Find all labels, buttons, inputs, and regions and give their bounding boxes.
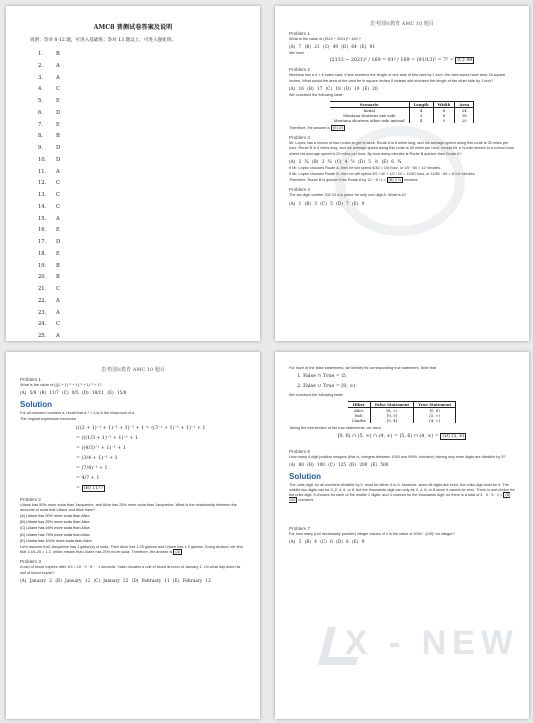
answer-number: 18. xyxy=(38,250,47,257)
answer-letter: E xyxy=(56,121,60,128)
solution-line: If Mr. Lopez chooses Route A, then he will spend 6/30 = 1/5 hour, or 1/5 · 60 = 12 minutes. xyxy=(289,165,441,170)
answer-row xyxy=(38,225,260,237)
answer-box: (B) 11/7 xyxy=(83,485,104,491)
answer-box: (E) 20 xyxy=(333,126,344,131)
instructions: 说明：答对 8-12 题，可进入基础班；答对 13 题以上，可进入强化班。 xyxy=(30,38,177,43)
answer-row xyxy=(38,108,260,120)
table-row xyxy=(348,418,456,423)
answer-letter: C xyxy=(56,286,60,292)
table-cell: 6 xyxy=(433,108,455,114)
answer-options: (A) 80 (B) 100 (C) 125 (D) 200 (E) 500 xyxy=(289,461,389,467)
answer-letter: C xyxy=(56,192,60,198)
page-header: 思考国际教育 AMC 10 题目 xyxy=(101,367,165,373)
answer-row xyxy=(38,261,260,273)
table-cell: 4 xyxy=(409,108,433,114)
problems-page-2 xyxy=(275,6,529,341)
solution-heading: Solution xyxy=(289,471,321,481)
answer-letter: A xyxy=(56,309,60,316)
answer-row xyxy=(38,331,260,341)
table-cell: (4, ∞) xyxy=(414,418,456,423)
answer-box: (D) (5, 6) xyxy=(442,433,465,439)
table-cell: Charlie xyxy=(348,418,371,423)
answer-letter: C xyxy=(56,321,60,328)
solution-intro: For each of the false statements, we identify its corresponding true statement. Note that xyxy=(289,366,437,370)
solution-intro: We have xyxy=(289,51,304,56)
answer-letter: D xyxy=(56,156,61,163)
answer-letter: E xyxy=(56,98,60,104)
answer-number: 1. xyxy=(38,51,43,57)
answer-options: (A) 3 (B) 4 (C) 6 (D) 8 (E) 9 xyxy=(289,538,365,544)
table-cell: Alice xyxy=(348,408,371,414)
solution-step: (((2 + 1)⁻¹ + 1)⁻¹ + 1)⁻¹ + 1 = ((3⁻¹ + 1)⁻¹ + 1)⁻¹ + 1 xyxy=(76,425,206,431)
problem-question: The six-digit number 202 10 A is prime for only one digit A. What is A? xyxy=(289,193,407,198)
answer-number: 21. xyxy=(38,286,47,292)
answer-option: (E) Liliane has 100% more soda than Alice. xyxy=(20,538,93,543)
problem-question: For how many (not necessarily positive) integer values of n is the value of 4000 · (2/5)ⁿ an integer? xyxy=(289,531,455,536)
answer-letter: A xyxy=(56,168,60,175)
table-cell: [0, 4] xyxy=(370,418,413,423)
answer-number: 20. xyxy=(38,274,47,281)
table-cell: 3 xyxy=(409,113,433,118)
answer-row xyxy=(38,308,260,320)
table-cell: Bob xyxy=(348,413,371,418)
answer-letter: E xyxy=(56,250,60,257)
answer-letter: E xyxy=(56,227,60,234)
table-cell: 24 xyxy=(455,108,474,114)
problem-question: How many 4-digit positive integers (that is, integers between 1000 and 9999, inclusive) having only even digits are divisible by 5? xyxy=(289,454,506,459)
answer-option: (A) Liliane has 20% more soda than Alice. xyxy=(20,514,91,519)
answer-option: (C) Liliane has 45% more soda than Alice. xyxy=(20,526,91,531)
answer-number: 16. xyxy=(38,227,47,234)
table-cell: 4 xyxy=(409,118,433,123)
answer-letter: C xyxy=(56,180,60,187)
solution-step: = (B) 11/7 xyxy=(76,485,104,491)
problem-label: Problem 3 xyxy=(20,559,41,565)
answer-row xyxy=(38,272,260,284)
problem-label: Problem 7 xyxy=(289,525,310,531)
answer-row xyxy=(38,237,260,249)
answer-letter: A xyxy=(56,62,60,69)
answer-number: 25. xyxy=(38,333,47,339)
answer-number: 4. xyxy=(38,86,43,93)
table-header-cell: Scenario xyxy=(330,102,409,108)
answer-row xyxy=(38,178,260,190)
answer-letter: C xyxy=(56,86,60,93)
answer-box: (C) 49 xyxy=(457,58,473,64)
solution-intro: We construct the following table: xyxy=(289,92,344,97)
problem-question: Liliane has 50% more soda than Jacqueline, and Alice has 25% more soda than Jacqueline. What is the relationship between the amounts of soda that Liliane and Alice have? xyxy=(20,502,237,512)
problem-label: Problem 3 xyxy=(289,135,310,141)
answer-letter: A xyxy=(56,74,60,81)
answer-row xyxy=(38,214,260,226)
problem-question: Mentana has a 4 × 6 index card. If she shortens the length of one side of this card by 1 inch, the card would have area 18 square inches. What would the area of the card be in square inches if instead she shortens the length of the other side by 1 inch? xyxy=(289,73,506,83)
table-row xyxy=(330,118,474,123)
problems-page-4 xyxy=(275,352,529,719)
problem-label: Problem 6 xyxy=(289,448,310,454)
answer-letter: D xyxy=(56,109,61,116)
answer-number: 13. xyxy=(38,192,47,198)
solution-conclusion: Therefore, Route B is quicker than Route A by 12 − 8 ¼ = (B) 3 ¾ minutes. xyxy=(289,178,419,183)
page-title: AMC8 普测试卷答案及说明 xyxy=(93,24,173,31)
answer-row xyxy=(38,143,260,155)
solution-conclusion: Therefore, the answer is (E) 20 xyxy=(289,126,344,131)
solution-line: For all nonzero numbers a, recall that a⁻¹ = 1/a is the reciprocal of a. xyxy=(20,411,136,416)
answer-letter: B xyxy=(56,133,60,140)
table-header-cell: Width xyxy=(433,102,455,108)
answer-row xyxy=(38,61,260,73)
answer-letter: C xyxy=(56,203,60,210)
answer-letter: B xyxy=(56,262,60,269)
answer-row xyxy=(38,319,260,331)
problem-question: A cart of blood expires after 10! = 10 · 9 · 8 ··· 1 seconds. Yasin donates a unit of blood at noon of January 1. On what day does his unit of blood expire? xyxy=(20,565,241,575)
answer-number: 22. xyxy=(38,297,47,304)
answer-letter: B xyxy=(56,274,60,281)
solution-line: We construct the following table: xyxy=(289,393,344,398)
problem-label: Problem 1 xyxy=(289,31,310,36)
answer-options: (A) 2 ¾ (B) 3 ¾ (C) 4 ½ (D) 5 ½ (E) 6 ¾ xyxy=(289,158,402,164)
solution-step: = (7/4)⁻¹ + 1 xyxy=(76,465,108,471)
table-cell: 18 xyxy=(455,113,474,118)
answer-number: 9. xyxy=(38,145,43,151)
answer-list xyxy=(6,49,260,341)
problem-label: Problem 4 xyxy=(289,187,310,193)
table-header-cell: Length xyxy=(409,102,433,108)
table-header-cell: True Statement xyxy=(414,402,456,408)
problem-label: Problem 2 xyxy=(289,67,310,73)
solution-equation: (2112 − 2021)² / 169 = 91² / 169 = (91/13)² = 7² = (C) 49 xyxy=(329,58,473,64)
table-cell: [6, ∞) xyxy=(370,408,413,414)
answer-row xyxy=(38,190,260,202)
answer-row xyxy=(38,73,260,85)
answer-letter: D xyxy=(56,145,61,151)
answer-box: (B) 3 ¾ xyxy=(388,178,401,183)
answer-row xyxy=(38,131,260,143)
answer-number: 24. xyxy=(38,321,47,328)
answer-number: 10. xyxy=(38,156,47,163)
solution-conclusion: Let's assume that Jacqueline has 1 gallon(s) of soda. Then Alice has 1.25 gallons and Liliane has 1.5 gallons. Doing division, we find that 1.5/1.25 = 1.2, which means that Liliane has 20% more soda. Therefore, the answer is (A) xyxy=(20,545,243,555)
answer-letter: A xyxy=(56,297,60,304)
table-cell: (5, ∞) xyxy=(414,413,456,418)
answer-options: (A) 5/8 (B) 11/7 (C) 8/5 (D) 18/11 (E) 15/8 xyxy=(20,390,127,396)
table-cell: 6 xyxy=(433,113,455,118)
solution-line: If Mr. Lopez chooses Route B, then he will spend 9/2 / 40 + 1/2 / 20 = 11/80 hour, or 11/80 · 60 = 8 1/4 minutes. xyxy=(289,172,476,177)
answer-number: 19. xyxy=(38,262,47,269)
answer-row xyxy=(38,155,260,167)
answer-option: (B) Liliane has 25% more soda than Alice. xyxy=(20,520,91,525)
answer-row xyxy=(38,202,260,214)
hiker-table xyxy=(348,401,457,423)
table-cell: 5 xyxy=(433,118,455,123)
problems-page-3 xyxy=(6,352,260,719)
answer-number: 7. xyxy=(38,121,43,128)
solution-step: = ((4/3)⁻¹ + 1)⁻¹ + 1 xyxy=(76,445,126,451)
answer-options: (A) 16 (B) 17 (C) 18 (D) 19 (E) 20 xyxy=(289,85,378,91)
table-cell: [0, 6) xyxy=(414,408,456,414)
solution-steps xyxy=(6,425,260,493)
answer-row xyxy=(38,49,260,61)
table-header-cell: False Statement xyxy=(370,402,413,408)
fact-2: 2. False ∪ True = [0, ∞). xyxy=(297,384,357,390)
solution-step: = 4/7 + 1 xyxy=(76,475,100,481)
answer-options xyxy=(6,514,260,544)
table-cell: Initial xyxy=(330,108,409,114)
answer-number: 8. xyxy=(38,133,43,140)
answer-number: 11. xyxy=(38,168,47,175)
answer-number: 23. xyxy=(38,309,47,316)
answer-letter: B xyxy=(56,51,60,57)
problem-question: Mr. Lopez has a choice of two routes to get to work. Route A is 6 miles long, and his average speed along this route is 30 miles per hour. Route B is 5 miles long, and his average speed along this route is 40 miles per hour, except for a ½-mile stretch in a school zone where his average speed is 20 miles per hour. By how many minutes is Route B quicker than Route A? xyxy=(289,141,515,156)
answer-box: (A) xyxy=(175,550,181,555)
scenario-table xyxy=(330,101,474,123)
solution-conclusion: The units digit, for all numbers divisible by 5, must be either 0 or 5. However, since all digits are even, the units digit must be 0. The middle two digits can be 0, 2, 4, 6, or 8, but the thousands digit can only be 2, 4, 6, or 8 since it cannot be zero. There is one choice for the units digit, 5 choices for each of the middle 2 digits, and 4 choices for the thousands digit, so there is a total of 4 · 5 · 5 · 1 = (B) 100 numbers. xyxy=(289,482,515,503)
table-header-cell: Area xyxy=(455,102,474,108)
answer-number: 15. xyxy=(38,215,47,222)
solution-heading: Solution xyxy=(20,400,52,410)
answer-options: (A) January 2 (B) January 12 (C) January 22 (D) February 11 (E) February 12 xyxy=(20,577,211,583)
solution-equation: [0, 6) ∩ (5, ∞) ∩ (4, ∞) = (5, 6) ∩ (4, ∞) = (D) (5, 6) xyxy=(337,433,465,439)
answer-options: (A) 7 (B) 21 (C) 49 (D) 64 (E) 91 xyxy=(289,44,376,50)
table-cell: 20 xyxy=(455,118,474,123)
answer-options: (A) 1 (B) 3 (C) 5 (D) 7 (E) 9 xyxy=(289,200,365,206)
table-cell: Mentana shortens one side xyxy=(330,113,409,118)
solution-line: Taking the intersection of the true statements, we have xyxy=(289,426,381,431)
problem-label: Problem 2 xyxy=(20,496,41,502)
answer-letter: A xyxy=(56,333,60,339)
table-cell: Mentana shortens other side instead xyxy=(330,118,409,123)
answer-number: 12. xyxy=(38,180,47,187)
answer-row xyxy=(38,284,260,296)
answer-number: 2. xyxy=(38,62,43,69)
watermark-text: X - NEW xyxy=(344,624,519,662)
solution-line: The original expression becomes xyxy=(20,417,76,422)
answer-number: 14. xyxy=(38,203,47,210)
answer-key-page xyxy=(6,6,260,341)
answer-row xyxy=(38,167,260,179)
problem-label: Problem 1 xyxy=(20,377,41,382)
answer-number: 5. xyxy=(38,98,43,104)
table-cell: [0, 5] xyxy=(370,413,413,418)
answer-number: 3. xyxy=(38,74,43,81)
answer-row xyxy=(38,249,260,261)
solution-step: = (((1/3 + 1)⁻¹ + 1)⁻¹ + 1 xyxy=(76,435,138,441)
answer-number: 17. xyxy=(38,239,47,245)
answer-row xyxy=(38,296,260,308)
answer-row xyxy=(38,120,260,132)
answer-letter: D xyxy=(56,239,61,245)
page-header: 思考国际教育 AMC 10 题目 xyxy=(370,21,434,27)
answer-number: 6. xyxy=(38,109,43,116)
fact-1: 1. False ∩ True = ∅. xyxy=(297,374,348,380)
problem-question: What is the value of (((2 + 1)⁻¹ + 1)⁻¹ + 1)⁻¹ + 1? xyxy=(20,383,102,387)
answer-option: (D) Liliane has 75% more soda than Alice. xyxy=(20,532,91,537)
watermark-logo-icon xyxy=(335,126,465,236)
answer-row xyxy=(38,84,260,96)
solution-step: = (3/4 + 1)⁻¹ + 1 xyxy=(76,455,118,461)
answer-row xyxy=(38,96,260,108)
answer-letter: A xyxy=(56,215,60,222)
table-header-cell: Hiker xyxy=(348,402,371,408)
problem-question: What is the value of (2112 − 2021)² / 169 ? xyxy=(289,37,361,41)
answer-box: (B) 100 xyxy=(289,493,511,503)
